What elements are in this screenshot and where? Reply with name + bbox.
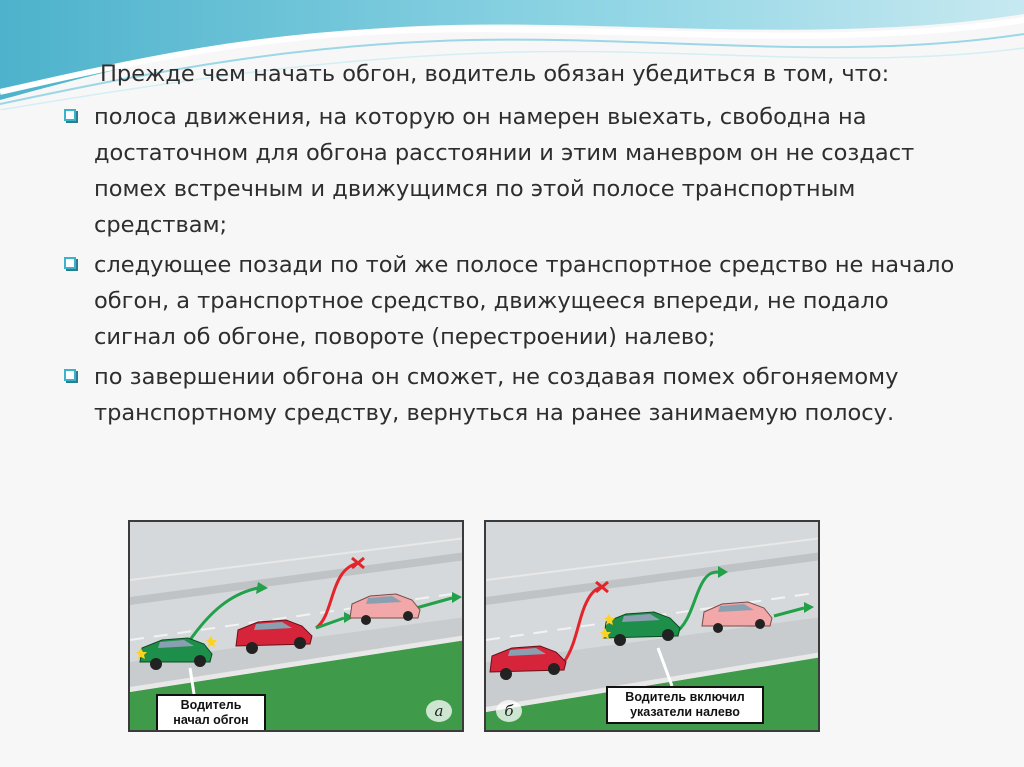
bullet-text: следующее позади по той же полосе транспортное средство не начало обгон, а транспортное средство, движущееся впереди, не подало сигнал об обгоне, повороте (перестроении) налево; bbox=[94, 252, 955, 350]
figure-letter: б bbox=[496, 700, 522, 722]
illustration-b bbox=[484, 520, 820, 732]
caption-line: указатели налево bbox=[630, 705, 740, 719]
figure-caption bbox=[156, 694, 266, 732]
slide-content bbox=[62, 58, 962, 435]
bullet-text: полоса движения, на которую он намерен выехать, свободна на достаточном для обгона расстоянии и этим маневром он не создаст помех встречным и движущимся по этой полосе транспортным средствам; bbox=[94, 104, 915, 238]
bullet-item bbox=[62, 247, 962, 355]
caption-line: Водитель bbox=[180, 698, 242, 712]
bullet-text: по завершении обгона он сможет, не создавая помех обгоняемому транспортному средству, вернуться на ранее занимаемую полосу. bbox=[94, 364, 899, 426]
square-bullet-icon bbox=[64, 109, 76, 121]
bullet-item bbox=[62, 359, 962, 431]
figure-caption bbox=[606, 686, 764, 724]
intro-paragraph: Прежде чем начать обгон, водитель обязан убедиться в том, что: bbox=[100, 61, 890, 87]
figure-letter: а bbox=[426, 700, 452, 722]
bullet-item bbox=[62, 99, 962, 243]
illustration-a bbox=[128, 520, 464, 732]
square-bullet-icon bbox=[64, 257, 76, 269]
bullet-list bbox=[62, 99, 962, 431]
square-bullet-icon bbox=[64, 369, 76, 381]
caption-line: начал обгон bbox=[173, 713, 249, 727]
caption-line: Водитель включил bbox=[625, 690, 745, 704]
